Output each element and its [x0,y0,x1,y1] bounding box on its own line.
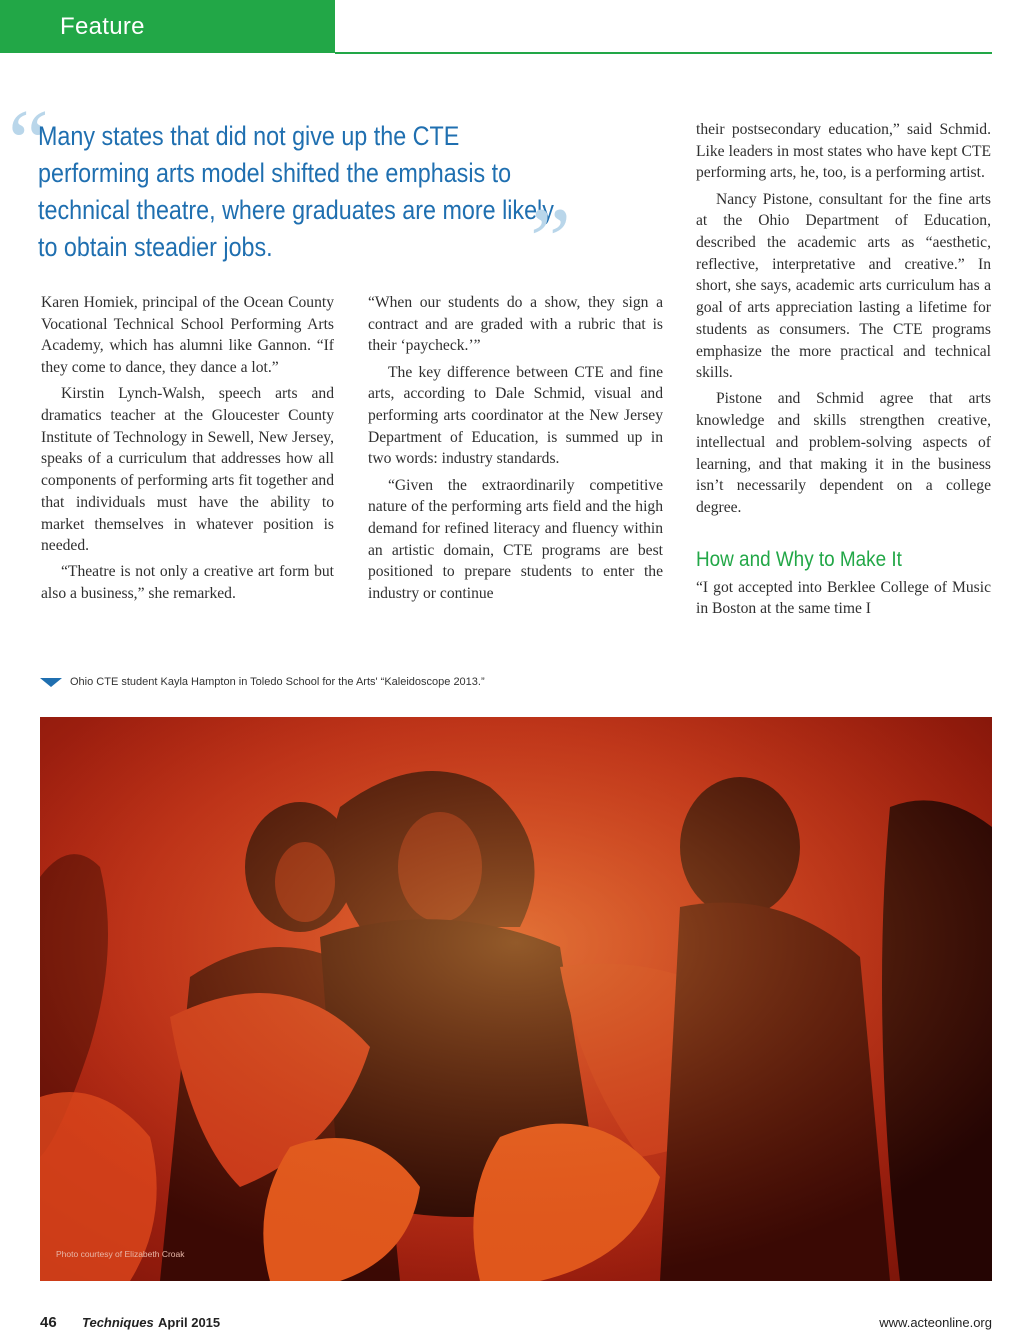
photo-caption [40,676,940,688]
body-column-1 [41,292,334,609]
paragraph: Karen Homiek, principal of the Ocean County Vocational Technical School Performing Arts Academy, which has alumni like Gannon. “If they come to dance, they dance a lot.” [41,294,334,377]
pullquote-open-mark: “ [8,91,49,193]
page-footer [40,1314,992,1330]
paragraph: their postsecondary education,” said Schmid. Like leaders in most states who have kept CTE performing arts, he, too, is a performing artist. [696,121,991,182]
paragraph: The key difference between CTE and fine arts, according to Dale Schmid, visual and performing arts coordinator at the New Jersey Department of Education, is summed up in two words: industry standards. [368,363,663,468]
magazine-name: Techniques [82,1315,154,1330]
pullquote-close-mark: ” [530,189,571,291]
paragraph: “When our students do a show, they sign a contract and are graded with a rubric that is their ‘paycheck.’” [368,294,663,355]
section-tab [0,0,335,53]
paragraph: Pistone and Schmid agree that arts knowledge and skills strengthen creative, intellectual and problem-solving aspects of learning, and that making it in the business isn’t necessarily dependent on a college degree. [696,390,991,516]
section-subhead: How and Why to Make It [696,547,902,571]
website-url: www.acteonline.org [879,1315,992,1330]
performance-photo [40,717,992,1281]
body-column-2 [368,292,663,609]
page-number: 46 [40,1314,57,1331]
header-rule [335,52,992,54]
photo-credit: Photo courtesy of Elizabeth Croak [56,1249,185,1259]
paragraph: “Theatre is not only a creative art form but also a business,” she remarked. [41,563,334,603]
body-column-3 [696,119,991,625]
caption-text: Ohio CTE student Kayla Hampton in Toledo School for the Arts' “Kaleidoscope 2013.” [70,676,485,688]
paragraph: Nancy Pistone, consultant for the fine arts at the Ohio Department of Education, described the academic arts as “aesthetic, reflective, interpretative and creative.” In short, she says, academic arts curriculum has a goal of arts appreciation lasting a lifetime for students as consumers. The CTE programs emphasize the more practical and technical skills. [696,190,991,382]
photo-illustration [40,717,992,1281]
section-label: Feature [60,13,145,40]
issue-date: April 2015 [158,1315,221,1330]
pullquote: Many states that did not give up the CTE performing arts model shifted the emphasis to technical theatre, where graduates are more likely to obtain steadier jobs. [38,121,554,262]
paragraph: “Given the extraordinarily competitive nature of the performing arts field and the high demand for refined literacy and fluency within an artistic domain, CTE programs are best positioned to prepare students to enter the industry or continue [368,476,663,603]
caption-triangle-icon [40,678,62,687]
paragraph: “I got accepted into Berklee College of Music in Boston at the same time I [696,578,991,618]
paragraph: Kirstin Lynch-Walsh, speech arts and dramatics teacher at the Gloucester County Institute of Technology in Sewell, New Jersey, speaks of a curriculum that addresses how all components of performing arts fit together and that individuals must have the ability to market themselves in whatever position is needed. [41,385,334,555]
